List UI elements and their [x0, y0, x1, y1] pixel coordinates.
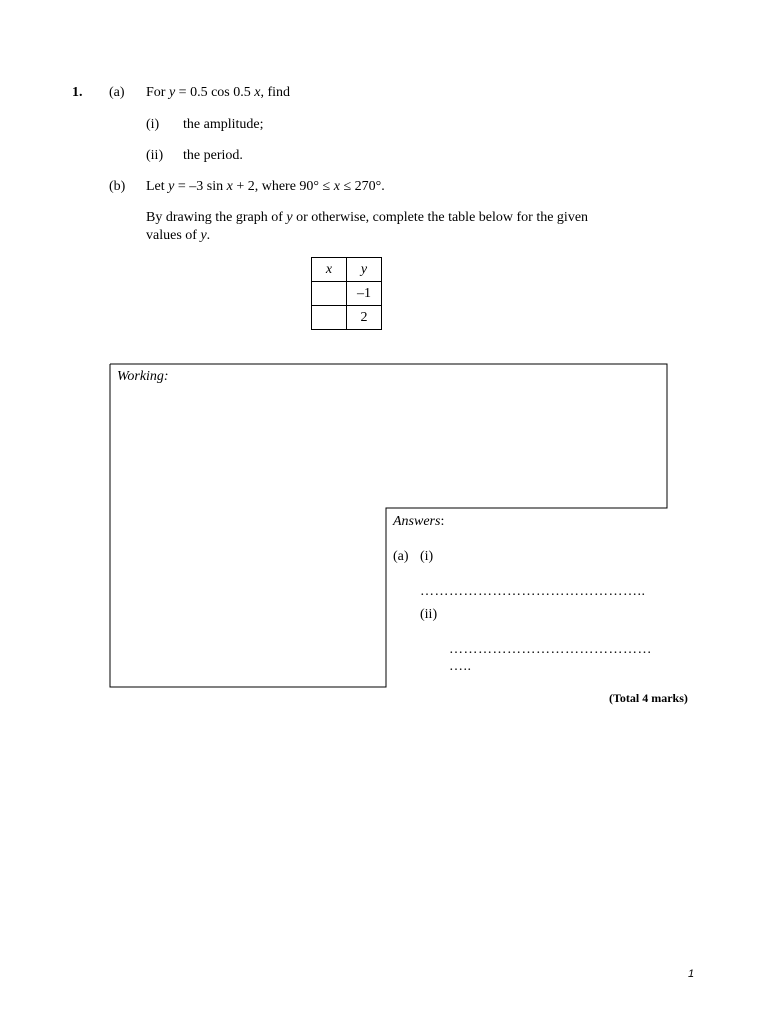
part-b-prompt-suffix: ≤ 270°.	[339, 179, 385, 194]
part-a-var-x: x	[254, 85, 261, 100]
answers-sub-i-label: (i)	[420, 549, 434, 564]
part-a-sub-i-text: the amplitude;	[183, 117, 264, 132]
part-a-sub-ii-text: the period.	[183, 148, 243, 163]
working-box-outline	[110, 364, 667, 687]
part-b-var-x2: x	[333, 179, 340, 194]
table-cell-y: –1	[347, 282, 382, 306]
total-marks: (Total 4 marks)	[609, 691, 688, 705]
part-b-label: (b)	[109, 179, 126, 194]
part-a-prompt-suffix: , find	[260, 85, 291, 100]
page-number: 1	[688, 968, 695, 980]
part-b-prompt-mid2: + 2, where 90° ≤	[232, 179, 334, 194]
part-b-prompt-prefix: Let	[146, 179, 169, 194]
instruction-line2-b: .	[206, 228, 211, 243]
part-a-prompt-prefix: For	[146, 85, 169, 100]
question-number: 1.	[72, 85, 83, 100]
instruction-line1-a: By drawing the graph of	[146, 210, 287, 225]
part-a-prompt-mid: = 0.5 cos 0.5	[175, 85, 255, 100]
answer-line-ii-continued[interactable]: …..	[449, 659, 472, 674]
answers-sub-ii-label: (ii)	[420, 607, 438, 622]
part-a-sub-i-label: (i)	[146, 117, 160, 132]
part-b-prompt-mid: = –3 sin	[174, 179, 227, 194]
instruction-line2-var: y	[200, 228, 207, 243]
part-b-var-x: x	[226, 179, 233, 194]
part-a-label: (a)	[109, 85, 125, 100]
answer-line-i[interactable]: ………………………………………..	[420, 584, 646, 599]
answers-label: Answers	[393, 514, 441, 529]
answer-line-ii[interactable]: ……………………………………	[449, 642, 652, 657]
table-cell-y: 2	[347, 306, 382, 330]
part-b-var-y: y	[168, 179, 175, 194]
part-a-sub-ii-label: (ii)	[146, 148, 164, 163]
table-header-x: x	[312, 258, 347, 282]
instruction-line1-b: or otherwise, complete the table below for the given	[292, 210, 589, 225]
table-header-y: y	[347, 258, 382, 282]
answers-part-a-label: (a)	[393, 549, 409, 564]
instruction-line2-a: values of	[146, 228, 201, 243]
working-label: Working:	[117, 369, 169, 384]
instruction-line1-var: y	[286, 210, 293, 225]
answers-colon: :	[440, 514, 445, 529]
answers-label-wrap	[393, 513, 444, 531]
part-a-var-y: y	[168, 85, 176, 100]
